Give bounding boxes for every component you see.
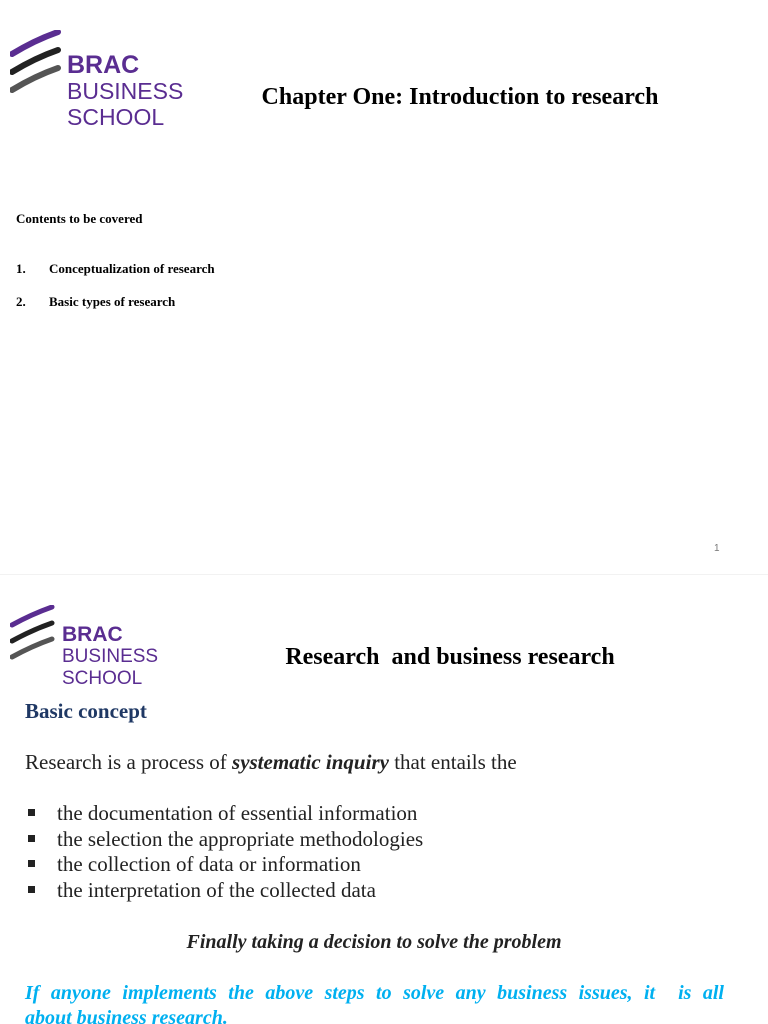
square-bullet-icon xyxy=(28,860,35,867)
definition-text xyxy=(25,750,517,775)
brac-logo xyxy=(10,30,190,130)
slide-2-title: Research and business research xyxy=(285,644,615,670)
square-bullet-icon xyxy=(28,809,35,816)
page-number: 1 xyxy=(714,543,720,554)
logo-brac-text: BRAC xyxy=(67,51,140,79)
brac-logo xyxy=(10,605,180,690)
contents-item-label: Basic types of research xyxy=(49,294,176,309)
list-item-text: the collection of data or information xyxy=(57,852,361,876)
steps-list xyxy=(25,801,423,903)
logo-business-text: BUSINESS xyxy=(62,646,159,667)
list-item xyxy=(25,878,423,904)
note-line-1: If anyone implements the above steps to solve any business issues, it is all xyxy=(25,982,724,1004)
definition-prefix: Research is a process of xyxy=(25,750,233,774)
definition-emphasis: systematic inquiry xyxy=(232,750,389,774)
list-item-text: the documentation of essential information xyxy=(57,801,418,825)
note-line-2: about business research. xyxy=(25,1007,228,1024)
business-research-note xyxy=(25,981,724,1024)
slide-2 xyxy=(0,575,768,1024)
logo-school-text: SCHOOL xyxy=(62,668,143,689)
list-item-text: the selection the appropriate methodologies xyxy=(57,826,424,851)
list-item xyxy=(25,852,423,878)
list-item xyxy=(25,827,423,853)
definition-suffix: that entails the xyxy=(388,750,517,774)
list-item-text: the interpretation of the collected data xyxy=(57,877,376,902)
contents-heading: Contents to be covered xyxy=(16,211,143,226)
slide-1-title: Chapter One: Introduction to research xyxy=(261,84,659,110)
list-item xyxy=(25,801,423,827)
logo-school-text: SCHOOL xyxy=(67,104,165,130)
contents-item-number: 1. xyxy=(16,261,26,276)
square-bullet-icon xyxy=(28,835,35,842)
basic-concept-heading: Basic concept xyxy=(25,699,147,723)
logo-business-text: BUSINESS xyxy=(67,78,184,104)
contents-item xyxy=(16,261,215,277)
contents-item-label: Conceptualization of research xyxy=(49,261,215,276)
logo-brac-text: BRAC xyxy=(62,623,123,646)
square-bullet-icon xyxy=(28,886,35,893)
conclusion-statement: Finally taking a decision to solve the problem xyxy=(186,931,562,953)
contents-item xyxy=(16,294,175,310)
contents-item-number: 2. xyxy=(16,294,26,309)
brac-stripes-icon xyxy=(10,605,56,661)
